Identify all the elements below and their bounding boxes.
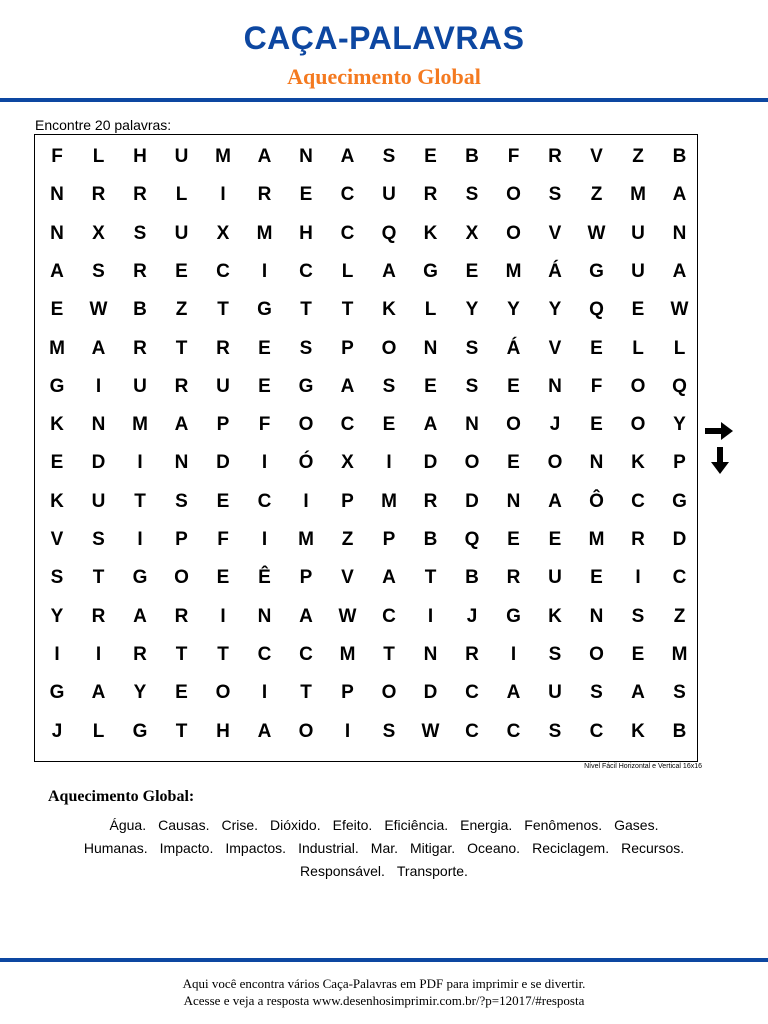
grid-letter: A bbox=[506, 682, 521, 704]
grid-letter: U bbox=[631, 260, 645, 282]
grid-letter: L bbox=[92, 146, 105, 167]
grid-letter: U bbox=[174, 146, 189, 167]
grid-letter: C bbox=[465, 720, 479, 742]
grid-letter: A bbox=[382, 260, 396, 282]
grid-letter: A bbox=[340, 146, 355, 167]
word-item: Mar. bbox=[370, 840, 399, 856]
grid-letter: I bbox=[344, 720, 351, 742]
grid-letter: S bbox=[631, 605, 645, 627]
grid-letter: R bbox=[133, 337, 147, 359]
grid-letter: J bbox=[466, 605, 478, 627]
grid-letter: Y bbox=[50, 605, 64, 627]
grid-letter: N bbox=[465, 414, 479, 436]
grid-letter: E bbox=[424, 146, 437, 167]
grid-letter: S bbox=[382, 146, 396, 167]
grid-letter: K bbox=[382, 299, 396, 321]
grid-letter: S bbox=[92, 529, 105, 550]
grid-letter: V bbox=[548, 222, 562, 244]
grid-letter: S bbox=[299, 337, 313, 359]
grid-letter: A bbox=[548, 490, 562, 512]
grid-letter: C bbox=[465, 682, 479, 704]
grid-letter: Z bbox=[673, 605, 686, 627]
grid-letter: A bbox=[257, 146, 272, 167]
grid-letter: Y bbox=[673, 414, 686, 436]
grid-letter: E bbox=[548, 529, 562, 550]
grid-letter: S bbox=[673, 682, 686, 704]
grid-letter: N bbox=[91, 414, 106, 436]
grid-letter: T bbox=[300, 682, 312, 704]
word-item: Responsável. bbox=[300, 863, 385, 879]
header-divider bbox=[0, 98, 768, 102]
grid-letter: J bbox=[51, 720, 63, 742]
grid-letter: C bbox=[340, 222, 355, 244]
grid-letter: B bbox=[672, 720, 687, 742]
grid-letter: C bbox=[257, 490, 272, 512]
grid-letter: P bbox=[216, 414, 230, 436]
grid-letter: C bbox=[631, 490, 645, 512]
grid-letter: B bbox=[465, 567, 479, 589]
grid-letter: D bbox=[216, 452, 230, 474]
grid-letter: I bbox=[635, 567, 641, 589]
grid-letter: H bbox=[216, 720, 230, 742]
grid-letter: R bbox=[133, 643, 147, 665]
grid-letter: Z bbox=[175, 299, 188, 321]
grid-letter: E bbox=[175, 260, 188, 282]
grid-letter: T bbox=[92, 567, 105, 589]
grid-letter: R bbox=[423, 184, 438, 206]
footer-link-text[interactable]: Acesse e veja a resposta www.desenhosimprimir.com.br/?p=12017/#resposta bbox=[183, 993, 585, 1008]
word-item: Dióxido. bbox=[270, 817, 321, 833]
grid-letter: G bbox=[132, 567, 148, 589]
grid-letter: B bbox=[423, 529, 438, 550]
word-list-line bbox=[34, 814, 734, 837]
grid-letter: N bbox=[423, 337, 438, 359]
grid-letter: A bbox=[133, 605, 147, 627]
grid-letter: O bbox=[174, 567, 189, 589]
grid-letter: O bbox=[464, 452, 480, 474]
grid-letter: I bbox=[510, 643, 517, 665]
grid-letter: O bbox=[506, 414, 521, 436]
grid-letter: A bbox=[672, 184, 687, 206]
grid-letter: I bbox=[261, 529, 268, 550]
grid-letter: K bbox=[631, 720, 645, 742]
grid-letter: R bbox=[91, 605, 106, 627]
grid-letter: L bbox=[673, 337, 686, 359]
grid-letter: O bbox=[630, 375, 646, 397]
grid-letter: Ô bbox=[589, 490, 604, 512]
grid-letter: N bbox=[548, 375, 562, 397]
grid-letter: R bbox=[133, 184, 147, 206]
grid-letter: S bbox=[465, 184, 479, 206]
grid-letter: T bbox=[300, 299, 312, 321]
word-search-grid bbox=[34, 134, 698, 762]
grid-letter: X bbox=[465, 222, 479, 244]
grid-letter: C bbox=[299, 643, 313, 665]
grid-letter: N bbox=[423, 643, 438, 665]
grid-letter: G bbox=[49, 375, 65, 397]
grid-letter: O bbox=[506, 184, 521, 206]
grid-letter: A bbox=[631, 682, 645, 704]
grid-letter: F bbox=[507, 146, 520, 167]
grid-letter: P bbox=[382, 529, 396, 550]
grid-letter: N bbox=[50, 222, 64, 244]
grid-letter: I bbox=[261, 260, 268, 282]
grid-letter: N bbox=[257, 605, 272, 627]
grid-letter: L bbox=[632, 337, 644, 359]
grid-letter: V bbox=[590, 146, 603, 167]
grid-letter: M bbox=[49, 337, 65, 359]
grid-letter: E bbox=[590, 337, 603, 359]
grid-letter: S bbox=[133, 222, 147, 244]
grid-letter: Q bbox=[672, 375, 687, 397]
grid-letter: T bbox=[217, 643, 229, 665]
word-list-title: Aquecimento Global: bbox=[48, 788, 195, 805]
word-item: Eficiência. bbox=[384, 817, 449, 833]
grid-letter: O bbox=[630, 414, 646, 436]
grid-letter: N bbox=[589, 452, 604, 474]
grid-letter: S bbox=[465, 337, 479, 359]
grid-letter: D bbox=[423, 682, 438, 704]
grid-letter: M bbox=[630, 184, 646, 206]
level-note: Nível Fácil Horizontal e Vertical 16x16 bbox=[584, 763, 702, 770]
grid-letter: M bbox=[505, 260, 522, 282]
grid-letter: Á bbox=[506, 337, 521, 359]
grid-letter: A bbox=[91, 682, 106, 704]
grid-letter: A bbox=[174, 414, 189, 436]
grid-letter: N bbox=[299, 146, 313, 167]
grid-letter: R bbox=[174, 375, 189, 397]
word-item: Humanas. bbox=[83, 840, 148, 856]
grid-letter: P bbox=[341, 490, 354, 512]
grid-letter: M bbox=[215, 146, 231, 167]
grid-letter: O bbox=[506, 222, 521, 244]
grid-letter: C bbox=[216, 260, 230, 282]
grid-letter: T bbox=[424, 567, 437, 589]
word-list-line bbox=[34, 837, 734, 860]
grid-letter: B bbox=[672, 146, 687, 167]
grid-letter: W bbox=[587, 222, 606, 244]
grid-letter: Q bbox=[589, 299, 604, 321]
grid-letter: E bbox=[50, 299, 64, 321]
grid-letter: I bbox=[137, 452, 143, 474]
grid-letter: M bbox=[588, 529, 605, 550]
grid-letter: I bbox=[303, 490, 309, 512]
grid-letter: E bbox=[175, 682, 188, 704]
grid-letter: K bbox=[50, 414, 64, 436]
grid-letter: I bbox=[137, 529, 143, 550]
word-item: Transporte. bbox=[396, 863, 468, 879]
grid-letter: D bbox=[465, 490, 479, 512]
grid-letter: G bbox=[132, 720, 148, 742]
grid-letter: I bbox=[261, 452, 268, 474]
grid-letter: J bbox=[549, 414, 561, 436]
grid-letter: Y bbox=[465, 299, 479, 321]
footer-text: Aqui você encontra vários Caça-Palavras em PDF para imprimir e se divertir. bbox=[182, 976, 586, 991]
grid-letter: C bbox=[257, 643, 272, 665]
grid-letter: E bbox=[590, 414, 603, 436]
page-title: CAÇA-PALAVRAS bbox=[243, 20, 525, 56]
grid-letter: O bbox=[547, 452, 563, 474]
arrow-right-icon bbox=[704, 422, 734, 440]
grid-letter: R bbox=[133, 260, 147, 282]
grid-letter: S bbox=[548, 643, 562, 665]
grid-letter: G bbox=[298, 375, 314, 397]
grid-letter: H bbox=[299, 222, 313, 244]
grid-letter: O bbox=[298, 414, 314, 436]
grid-letter: R bbox=[423, 490, 438, 512]
grid-letter: T bbox=[175, 337, 188, 359]
grid-letter: Q bbox=[381, 222, 397, 244]
grid-letter: S bbox=[92, 260, 105, 282]
grid-letter: C bbox=[340, 414, 355, 436]
grid-letter: E bbox=[258, 375, 271, 397]
grid-letter: E bbox=[424, 375, 437, 397]
grid-letter: P bbox=[341, 337, 354, 359]
grid-letter: R bbox=[216, 337, 230, 359]
grid-letter: M bbox=[339, 643, 356, 665]
grid-letter: Á bbox=[548, 260, 562, 282]
word-item: Causas. bbox=[158, 817, 210, 833]
grid-letter: I bbox=[386, 452, 392, 474]
grid-letter: T bbox=[383, 643, 395, 665]
grid-letter: T bbox=[175, 643, 188, 665]
grid-letter: E bbox=[507, 375, 520, 397]
grid-letter: I bbox=[54, 643, 60, 665]
grid-letter: C bbox=[382, 605, 396, 627]
grid-letter: R bbox=[506, 567, 521, 589]
grid-letter: W bbox=[89, 299, 108, 321]
grid-letter: C bbox=[672, 567, 687, 589]
grid-letter: P bbox=[299, 567, 313, 589]
grid-letter: K bbox=[50, 490, 64, 512]
grid-letter: K bbox=[548, 605, 562, 627]
word-item: Mitigar. bbox=[410, 840, 456, 856]
grid-letter: A bbox=[340, 375, 355, 397]
grid-letter: A bbox=[91, 337, 106, 359]
grid-letter: M bbox=[298, 529, 314, 550]
grid-letter: A bbox=[423, 414, 438, 436]
word-item: Oceano. bbox=[467, 840, 521, 856]
grid-letter: P bbox=[175, 529, 188, 550]
grid-letter: X bbox=[216, 222, 230, 244]
grid-letter: E bbox=[465, 260, 479, 282]
grid-letter: U bbox=[133, 375, 147, 397]
grid-letter: U bbox=[91, 490, 106, 512]
grid-letter: B bbox=[465, 146, 479, 167]
grid-letter: S bbox=[382, 720, 396, 742]
grid-letter: E bbox=[216, 567, 230, 589]
grid-letter: E bbox=[590, 567, 603, 589]
word-item: Fenômenos. bbox=[524, 817, 603, 833]
word-item: Industrial. bbox=[298, 840, 359, 856]
grid-letter: F bbox=[258, 414, 271, 436]
grid-letter: R bbox=[174, 605, 189, 627]
grid-letter: C bbox=[340, 184, 355, 206]
grid-letter: I bbox=[95, 375, 102, 397]
grid-letter: I bbox=[220, 184, 226, 206]
grid-letter: Z bbox=[632, 146, 644, 167]
grid-letter: P bbox=[673, 452, 686, 474]
grid-letter: X bbox=[341, 452, 354, 474]
footer-divider bbox=[0, 958, 768, 962]
arrow-down-icon bbox=[711, 447, 729, 475]
grid-letter: N bbox=[589, 605, 604, 627]
grid-letter: K bbox=[423, 222, 438, 244]
grid-letter: A bbox=[382, 567, 396, 589]
grid-letter: P bbox=[341, 682, 354, 704]
grid-letter: N bbox=[672, 222, 687, 244]
grid-letter: B bbox=[133, 299, 147, 321]
grid-letter: O bbox=[381, 682, 397, 704]
grid-letter: G bbox=[589, 260, 604, 282]
grid-letter: U bbox=[548, 682, 562, 704]
grid-letter: D bbox=[423, 452, 438, 474]
grid-letter: M bbox=[256, 222, 273, 244]
grid-letter: E bbox=[299, 184, 313, 206]
grid-letter: E bbox=[216, 490, 230, 512]
grid-letter: G bbox=[257, 299, 272, 321]
grid-letter: Ó bbox=[298, 452, 314, 474]
grid-letter: Q bbox=[464, 529, 480, 550]
grid-letter: L bbox=[175, 184, 188, 206]
grid-letter: O bbox=[589, 643, 604, 665]
grid-letter: S bbox=[548, 184, 562, 206]
grid-letter: U bbox=[631, 222, 645, 244]
grid-letter: D bbox=[91, 452, 106, 474]
grid-letter: N bbox=[506, 490, 521, 512]
grid-letter: A bbox=[299, 605, 313, 627]
grid-letter: M bbox=[671, 643, 688, 665]
word-item: Crise. bbox=[221, 817, 259, 833]
grid-letter: Y bbox=[507, 299, 520, 321]
grid-letter: R bbox=[548, 146, 562, 167]
grid-letter: W bbox=[670, 299, 689, 321]
grid-letter: E bbox=[382, 414, 396, 436]
grid-letter: E bbox=[507, 529, 520, 550]
page-subtitle: Aquecimento Global bbox=[287, 64, 481, 89]
grid-letter: O bbox=[298, 720, 314, 742]
grid-letter: W bbox=[338, 605, 357, 627]
grid-letter: F bbox=[51, 146, 63, 167]
grid-letter: Z bbox=[341, 529, 354, 550]
grid-letter: L bbox=[424, 299, 437, 321]
grid-letter: C bbox=[299, 260, 313, 282]
instructions: Encontre 20 palavras: bbox=[35, 117, 172, 133]
grid-letter: L bbox=[92, 720, 105, 742]
grid-letter: I bbox=[220, 605, 226, 627]
grid-letter: S bbox=[50, 567, 64, 589]
word-item: Recursos. bbox=[621, 840, 685, 856]
grid-letter: T bbox=[341, 299, 354, 321]
grid-letter: S bbox=[382, 375, 396, 397]
grid-letter: A bbox=[672, 260, 687, 282]
grid-letter: E bbox=[631, 299, 645, 321]
grid-letter: A bbox=[50, 260, 64, 282]
word-item: Reciclagem. bbox=[532, 840, 610, 856]
grid-letter: E bbox=[507, 452, 520, 474]
grid-letter: T bbox=[134, 490, 146, 512]
grid-letter: M bbox=[381, 490, 397, 512]
word-item: Impactos. bbox=[225, 840, 287, 856]
word-item: Água. bbox=[109, 817, 147, 833]
word-item: Energia. bbox=[460, 817, 513, 833]
grid-letter: R bbox=[465, 643, 479, 665]
grid-letter: M bbox=[132, 414, 148, 436]
grid-letter: F bbox=[590, 375, 603, 397]
grid-letter: S bbox=[590, 682, 603, 704]
grid-letter: U bbox=[174, 222, 189, 244]
grid-letter: H bbox=[133, 146, 147, 167]
grid-letter: C bbox=[589, 720, 604, 742]
grid-letter: E bbox=[50, 452, 64, 474]
grid-letter: Ê bbox=[258, 567, 271, 589]
grid-letter: X bbox=[92, 222, 105, 244]
grid-letter: L bbox=[341, 260, 354, 282]
grid-letter: D bbox=[672, 529, 687, 550]
grid-letter: V bbox=[341, 567, 354, 589]
grid-letter: I bbox=[261, 682, 268, 704]
grid-letter: G bbox=[506, 605, 521, 627]
word-item: Gases. bbox=[614, 817, 659, 833]
grid-letter: K bbox=[631, 452, 645, 474]
word-item: Efeito. bbox=[332, 817, 373, 833]
grid-letter: T bbox=[175, 720, 188, 742]
grid-letter: Z bbox=[590, 184, 603, 206]
word-list-line bbox=[34, 860, 734, 883]
grid-letter: Y bbox=[548, 299, 562, 321]
grid-letter: W bbox=[421, 720, 440, 742]
grid-letter: R bbox=[91, 184, 106, 206]
grid-letter: Y bbox=[133, 682, 147, 704]
grid-letter: N bbox=[50, 184, 64, 206]
grid-letter: O bbox=[381, 337, 397, 359]
grid-letter: O bbox=[215, 682, 231, 704]
grid-letter: U bbox=[382, 184, 396, 206]
grid-letter: C bbox=[506, 720, 521, 742]
grid-letter: N bbox=[174, 452, 189, 474]
grid-letter: S bbox=[465, 375, 479, 397]
grid-letter: G bbox=[49, 682, 65, 704]
grid-letter: R bbox=[631, 529, 645, 550]
word-item: Impacto. bbox=[159, 840, 214, 856]
grid-letter: E bbox=[631, 643, 645, 665]
grid-letter: A bbox=[257, 720, 272, 742]
grid-letter: U bbox=[548, 567, 562, 589]
grid-letter: T bbox=[217, 299, 229, 321]
grid-letter: S bbox=[548, 720, 562, 742]
grid-letter: V bbox=[50, 529, 64, 550]
grid-letter: I bbox=[95, 643, 102, 665]
grid-letter: S bbox=[175, 490, 188, 512]
grid-letter: V bbox=[548, 337, 562, 359]
grid-letter: E bbox=[258, 337, 271, 359]
grid-letter: I bbox=[427, 605, 434, 627]
grid-letter: R bbox=[257, 184, 272, 206]
grid-letter: U bbox=[216, 375, 230, 397]
word-list bbox=[34, 814, 734, 883]
grid-letter: G bbox=[423, 260, 438, 282]
grid-letter: G bbox=[672, 490, 687, 512]
grid-letter: F bbox=[217, 529, 229, 550]
